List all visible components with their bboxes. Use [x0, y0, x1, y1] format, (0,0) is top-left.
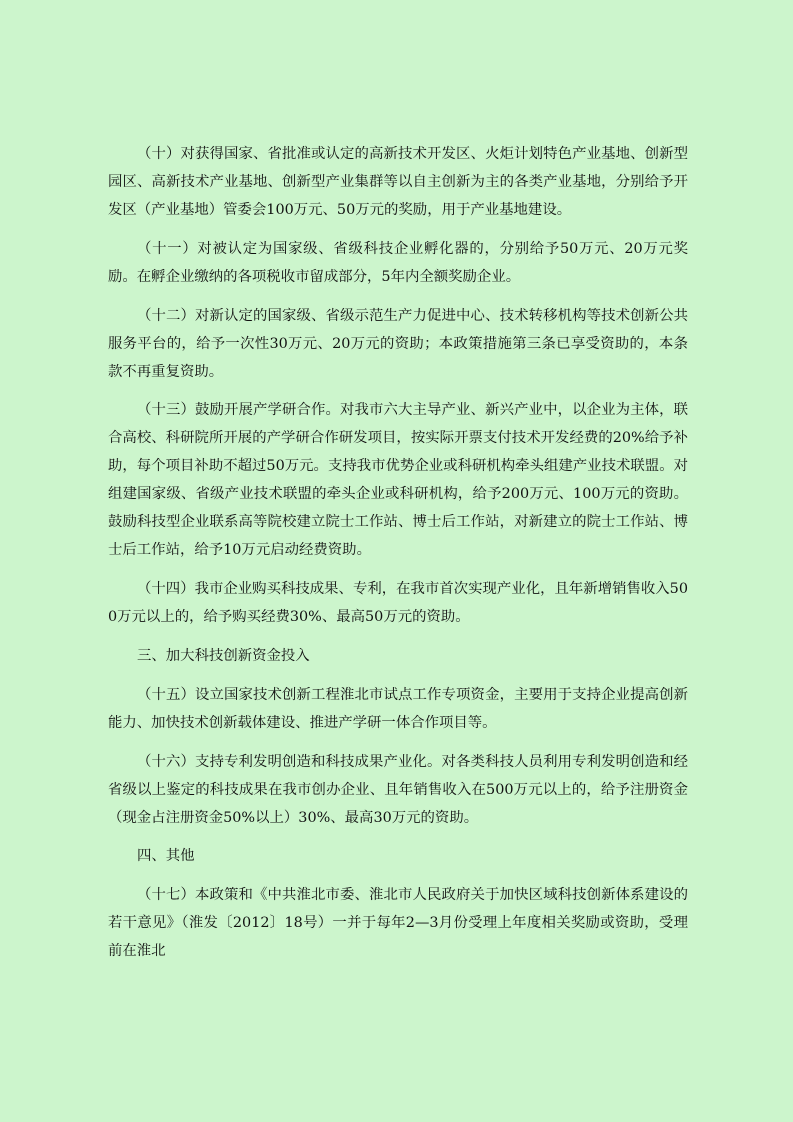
paragraph-item-12: （十二）对新认定的国家级、省级示范生产力促进中心、技术转移机构等技术创新公共服务平台的，给予一次性30万元、20万元的资助；本政策措施第三条已享受资助的，本条款不再重复资助。 — [108, 307, 688, 380]
paragraph-item-16: （十六）支持专利发明创造和科技成果产业化。对各类科技人员利用专利发明创造和经省级以上鉴定的科技成果在我市创办企业、且年销售收入在500万元以上的，给予注册资金（现金占注册资金50%以上）30%、最高30万元的资助。 — [108, 753, 688, 826]
document-body — [108, 140, 688, 965]
paragraph-item-10: （十）对获得国家、省批准或认定的高新技术开发区、火炬计划特色产业基地、创新型园区、高新技术产业基地、创新型产业集群等以自主创新为主的各类产业基地，分别给予开发区（产业基地）管委会100万元、50万元的奖励，用于产业基地建设。 — [108, 146, 688, 218]
paragraph-item-13: （十三）鼓励开展产学研合作。对我市六大主导产业、新兴产业中，以企业为主体，联合高校、科研院所开展的产学研合作研发项目，按实际开票支付技术开发经费的20%给予补助，每个项目补助不超过50万元。支持我市优势企业或科研机构牵头组建产业技术联盟。对组建国家级、省级产业技术联盟的牵头企业或科研机构，给予200万元、100万元的资助。鼓励科技型企业联系高等院校建立院士工作站、博士后工作站，对新建立的院士工作站、博士后工作站，给予10万元启动经费资助。 — [108, 402, 688, 559]
paragraph-item-17: （十七）本政策和《中共淮北市委、淮北市人民政府关于加快区域科技创新体系建设的若干意见》（淮发〔2012〕18号）一并于每年2—3月份受理上年度相关奖励或资助，受理前在淮北 — [108, 887, 688, 960]
section-heading-3: 三、加大科技创新资金投入 — [137, 647, 310, 664]
paragraph-item-14: （十四）我市企业购买科技成果、专利，在我市首次实现产业化，且年新增销售收入500万元以上的，给予购买经费30%、最高50万元的资助。 — [108, 581, 688, 626]
section-heading-4: 四、其他 — [137, 848, 195, 865]
paragraph-item-11: （十一）对被认定为国家级、省级科技企业孵化器的，分别给予50万元、20万元奖励。在孵企业缴纳的各项税收市留成部分，5年内全额奖励企业。 — [108, 240, 688, 285]
paragraph-item-15: （十五）设立国家技术创新工程淮北市试点工作专项资金，主要用于支持企业提高创新能力、加快技术创新载体建设、推进产学研一体合作项目等。 — [108, 686, 688, 731]
